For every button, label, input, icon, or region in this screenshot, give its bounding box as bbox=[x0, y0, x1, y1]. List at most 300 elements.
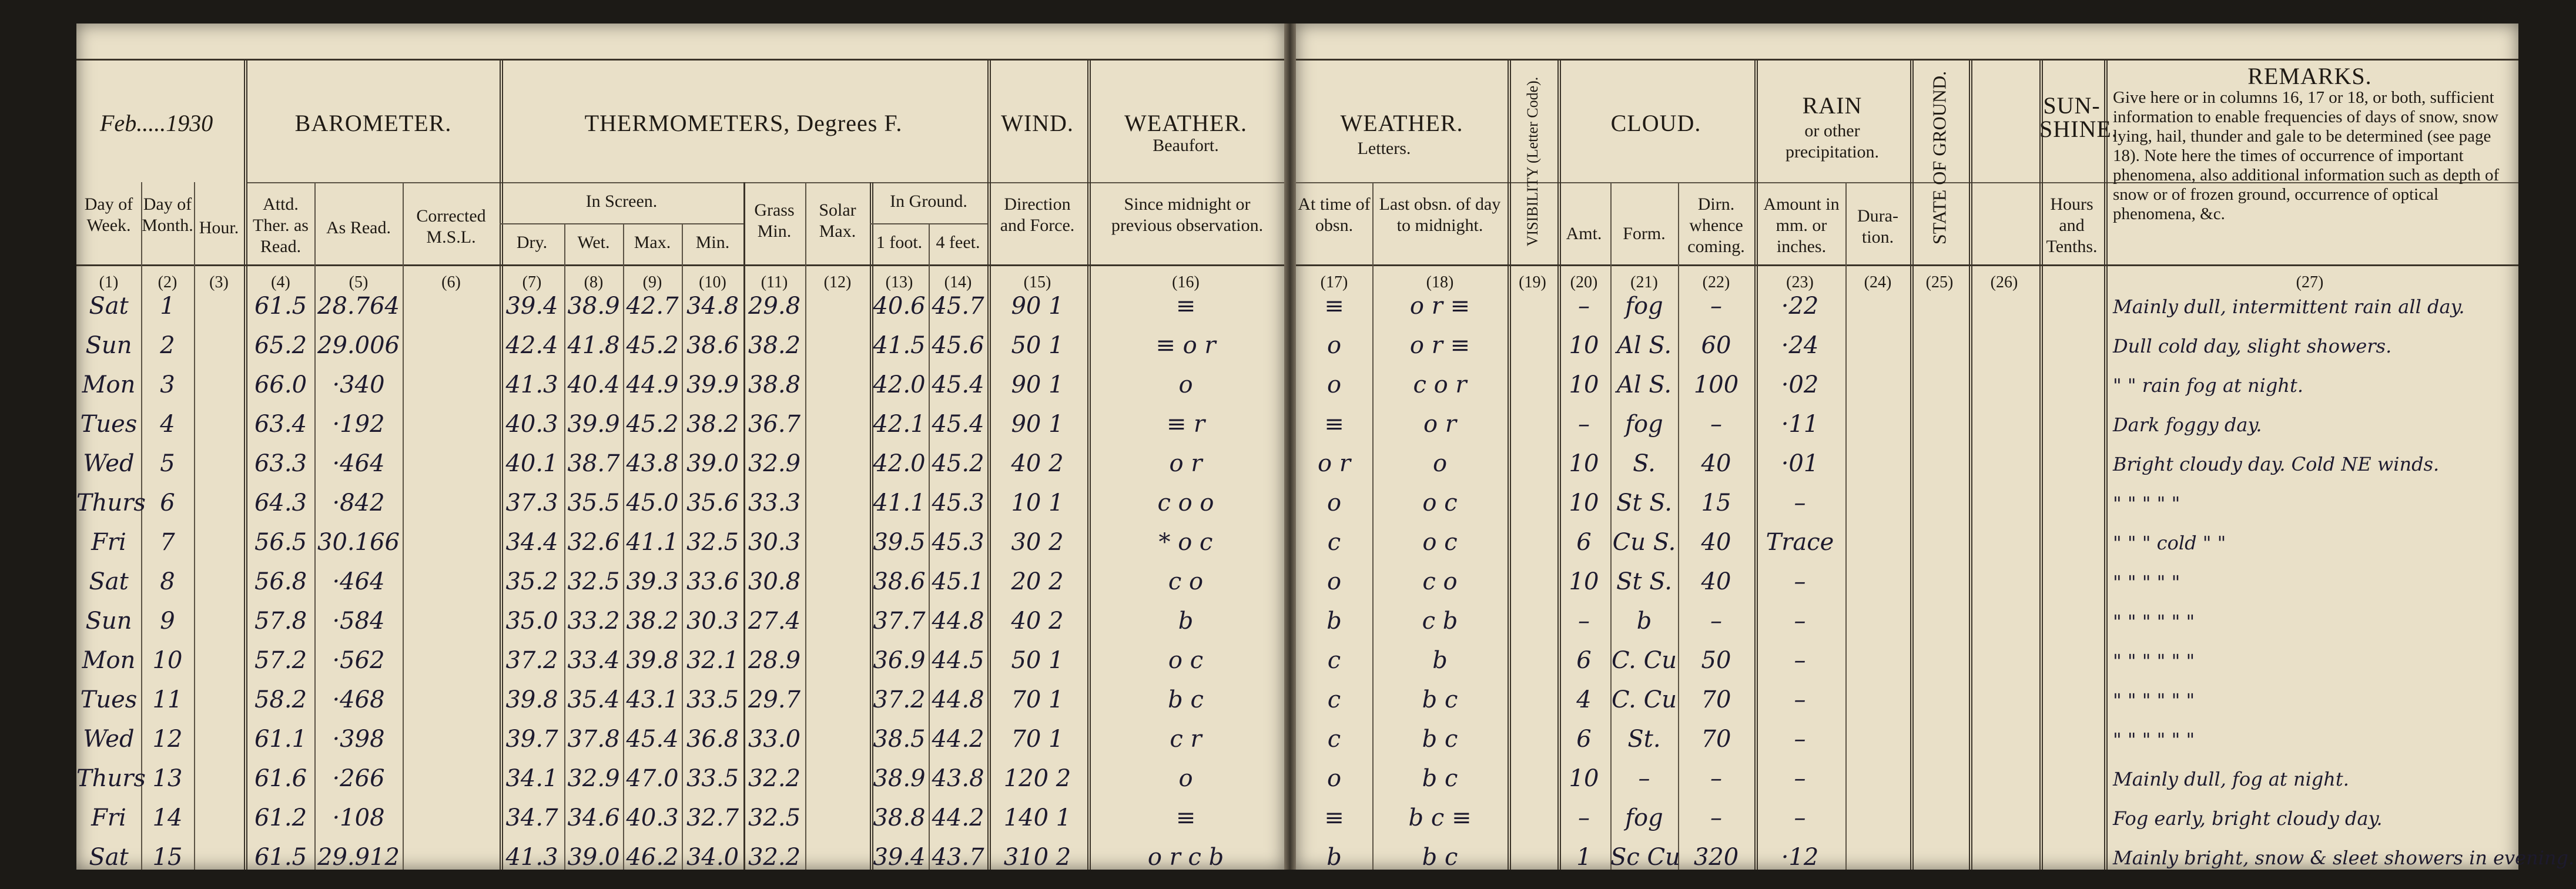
cell-attd: 61.5 bbox=[254, 844, 307, 871]
cell-at: ≡ bbox=[1324, 804, 1344, 831]
cell-rain: ·11 bbox=[1781, 411, 1819, 438]
cell-form: – bbox=[1638, 765, 1650, 792]
cell-last: b c bbox=[1422, 686, 1458, 713]
cell-wx: c o bbox=[1168, 568, 1204, 595]
remark-text: Mainly dull, fog at night. bbox=[2113, 768, 2349, 790]
cell-max: 38.2 bbox=[626, 608, 679, 635]
column-number: (16) bbox=[1172, 273, 1200, 291]
cell-attd: 61.5 bbox=[254, 293, 307, 320]
cell-f4: 43.8 bbox=[932, 765, 984, 792]
remarks-header: REMARKS. bbox=[2247, 63, 2372, 89]
cell-wind: 10 1 bbox=[1011, 489, 1064, 516]
cell-grass: 32.5 bbox=[748, 804, 801, 831]
cell-f1: 37.7 bbox=[873, 608, 926, 635]
cell-attd: 66.0 bbox=[254, 371, 307, 398]
year-label: 1930 bbox=[166, 110, 213, 136]
thermometers-header: THERMOMETERS, Degrees F. bbox=[584, 110, 903, 136]
cell-min: 38.2 bbox=[686, 411, 739, 438]
cell-dom: 12 bbox=[152, 726, 183, 753]
cell-wind: 40 2 bbox=[1011, 608, 1064, 635]
cell-wet: 32.5 bbox=[567, 568, 620, 595]
table-row bbox=[76, 842, 1284, 889]
cell-f1: 38.6 bbox=[873, 568, 926, 595]
cell-dry: 40.1 bbox=[505, 450, 558, 477]
cell-wx: ≡ r bbox=[1166, 411, 1205, 438]
cell-min: 36.8 bbox=[686, 726, 739, 753]
cell-at: c bbox=[1327, 686, 1341, 713]
cell-wx: o bbox=[1178, 371, 1193, 398]
column-number: (6) bbox=[441, 273, 461, 291]
cell-form: fog bbox=[1625, 293, 1663, 320]
cell-max: 41.1 bbox=[626, 529, 679, 556]
cell-max: 39.3 bbox=[626, 568, 679, 595]
cell-wet: 38.9 bbox=[567, 293, 620, 320]
cell-form: fog bbox=[1625, 804, 1663, 831]
cell-dirn: 100 bbox=[1693, 371, 1739, 398]
column-number: (8) bbox=[584, 273, 604, 291]
cell-rain: – bbox=[1794, 647, 1806, 674]
column-number: (20) bbox=[1570, 273, 1598, 291]
cell-last: o r bbox=[1423, 411, 1456, 438]
cell-amt: 10 bbox=[1569, 568, 1599, 595]
cell-amt: 10 bbox=[1569, 765, 1599, 792]
remark-text: Dull cold day, slight showers. bbox=[2113, 335, 2392, 357]
duration-header: Dura- tion. bbox=[1857, 206, 1898, 247]
attd-header: Attd. Ther. as Read. bbox=[253, 194, 309, 256]
column-number: (13) bbox=[885, 273, 913, 291]
cell-read: ·340 bbox=[332, 371, 385, 398]
beaufort-header: Beaufort. bbox=[1153, 136, 1219, 155]
cell-wet: 33.2 bbox=[567, 608, 620, 635]
cell-f1: 36.9 bbox=[873, 647, 926, 674]
cloud-header: CLOUD. bbox=[1610, 110, 1701, 136]
cell-read: 29.912 bbox=[317, 844, 400, 871]
cell-form: C. Cu bbox=[1612, 686, 1677, 713]
cell-rain: ·12 bbox=[1781, 844, 1819, 871]
cell-wet: 40.4 bbox=[567, 371, 620, 398]
cell-wet: 32.9 bbox=[567, 765, 620, 792]
book-spine bbox=[1284, 24, 1296, 870]
grass-min-header: Grass Min. bbox=[754, 200, 795, 241]
cell-at: o r bbox=[1318, 450, 1351, 477]
cell-wx: ≡ o r bbox=[1155, 332, 1216, 359]
cell-attd: 56.8 bbox=[254, 568, 307, 595]
cell-wet: 39.0 bbox=[567, 844, 620, 871]
cell-wind: 20 2 bbox=[1011, 568, 1064, 595]
cell-dom: 11 bbox=[152, 686, 183, 713]
cell-rain: ·24 bbox=[1781, 332, 1819, 359]
column-number: (14) bbox=[944, 273, 972, 291]
cell-wx: c o o bbox=[1157, 489, 1214, 516]
cell-rain: – bbox=[1794, 765, 1806, 792]
cell-dry: 39.8 bbox=[505, 686, 558, 713]
cell-grass: 28.9 bbox=[748, 647, 801, 674]
cell-f4: 45.4 bbox=[932, 371, 984, 398]
cell-wx: o c bbox=[1168, 647, 1204, 674]
cell-last: c b bbox=[1422, 608, 1458, 635]
remark-text: " " " cold " " bbox=[2113, 532, 2226, 554]
weather-header: WEATHER. bbox=[1124, 110, 1248, 136]
cell-dirn: 70 bbox=[1701, 726, 1731, 753]
remarks-instructions: Give here or in columns 16, 17 or 18, or both, sufficient information to enable frequencies of days of snow, snow lying, hail, thunder and gale to be determined (see page 18). Note here the times of occurrence of important phenomena, also additional information such as depth of snow or of frozen ground, occurrence of optical phenomena, &c. bbox=[2113, 88, 2500, 223]
cell-dom: 4 bbox=[160, 411, 175, 438]
column-number: (26) bbox=[1990, 273, 2018, 291]
column-number: (21) bbox=[1630, 273, 1658, 291]
cell-dom: 2 bbox=[160, 332, 175, 359]
cell-min: 32.7 bbox=[686, 804, 739, 831]
column-number: (22) bbox=[1702, 273, 1730, 291]
remark-text: " " " " " " bbox=[2113, 610, 2195, 633]
cell-dom: 13 bbox=[152, 765, 183, 792]
cell-dry: 34.1 bbox=[505, 765, 558, 792]
cell-f1: 41.5 bbox=[873, 332, 926, 359]
cell-attd: 61.2 bbox=[254, 804, 307, 831]
cell-f1: 39.5 bbox=[873, 529, 926, 556]
column-number: (10) bbox=[699, 273, 726, 291]
cell-attd: 63.3 bbox=[254, 450, 307, 477]
cell-at: b bbox=[1326, 608, 1342, 635]
cell-form: fog bbox=[1625, 411, 1663, 438]
cell-amt: 10 bbox=[1569, 332, 1599, 359]
dry-header: Dry. bbox=[516, 233, 548, 252]
cell-wet: 35.5 bbox=[567, 489, 620, 516]
remark-text: " " " " " " bbox=[2113, 729, 2195, 751]
cell-rain: – bbox=[1794, 804, 1806, 831]
cell-grass: 33.3 bbox=[748, 489, 801, 516]
cell-wet: 32.6 bbox=[567, 529, 620, 556]
cell-at: c bbox=[1327, 529, 1341, 556]
cell-at: o bbox=[1326, 765, 1342, 792]
column-number: (12) bbox=[823, 273, 852, 291]
cell-dirn: 60 bbox=[1701, 332, 1731, 359]
cell-read: ·398 bbox=[332, 726, 385, 753]
cell-amt: 6 bbox=[1576, 726, 1592, 753]
cell-f1: 39.4 bbox=[873, 844, 926, 871]
cell-max: 45.2 bbox=[626, 332, 679, 359]
cell-dry: 37.2 bbox=[505, 647, 558, 674]
cell-dry: 41.3 bbox=[505, 844, 558, 871]
cell-form: Al S. bbox=[1616, 332, 1672, 359]
cell-wind: 90 1 bbox=[1011, 371, 1064, 398]
cell-grass: 29.8 bbox=[748, 293, 801, 320]
cell-f4: 44.8 bbox=[932, 608, 984, 635]
cell-wind: 140 1 bbox=[1003, 804, 1071, 831]
cell-amt: – bbox=[1578, 804, 1590, 831]
column-number: (18) bbox=[1426, 273, 1454, 291]
visibility-header: VISIBILITY (Letter Code). bbox=[1524, 76, 1541, 247]
cell-wx: c r bbox=[1170, 726, 1202, 753]
column-number: (9) bbox=[642, 273, 662, 291]
cell-dirn: 40 bbox=[1701, 568, 1731, 595]
cell-wx: o r bbox=[1169, 450, 1202, 477]
cell-attd: 65.2 bbox=[254, 332, 307, 359]
cell-min: 38.6 bbox=[686, 332, 739, 359]
cell-f4: 44.2 bbox=[932, 726, 984, 753]
cell-read: 29.006 bbox=[317, 332, 400, 359]
column-number: (11) bbox=[761, 273, 788, 291]
cell-f1: 41.1 bbox=[873, 489, 926, 516]
column-number: (2) bbox=[158, 273, 177, 291]
cell-dom: 7 bbox=[160, 529, 175, 556]
direction-header: Direction and Force. bbox=[1000, 194, 1075, 235]
since-midnight-header: Since midnight or previous observation. bbox=[1111, 194, 1264, 235]
cell-wind: 40 2 bbox=[1011, 450, 1064, 477]
column-number: (1) bbox=[99, 273, 119, 291]
cell-min: 33.5 bbox=[686, 765, 739, 792]
cell-amt: 6 bbox=[1576, 529, 1592, 556]
day-of-week-header: Day of Week. bbox=[84, 194, 133, 235]
cell-form: S. bbox=[1633, 450, 1656, 477]
column-number: (24) bbox=[1864, 273, 1892, 291]
cell-amt: 10 bbox=[1569, 489, 1599, 516]
cell-dom: 3 bbox=[160, 371, 175, 398]
cell-wx: b c bbox=[1168, 686, 1204, 713]
cell-rain: Trace bbox=[1766, 529, 1834, 556]
cell-amt: – bbox=[1578, 608, 1590, 635]
cell-attd: 61.1 bbox=[254, 726, 307, 753]
amount-header: Amount in mm. or inches. bbox=[1763, 194, 1840, 256]
cell-dow: Sun bbox=[85, 332, 132, 359]
cell-max: 43.1 bbox=[626, 686, 679, 713]
four-feet-header: 4 feet. bbox=[936, 233, 980, 252]
cell-wet: 34.6 bbox=[567, 804, 620, 831]
cell-last: o r ≡ bbox=[1409, 293, 1470, 320]
cell-dow: Sat bbox=[89, 293, 129, 320]
cell-wx: * o c bbox=[1158, 529, 1213, 556]
cell-f4: 45.3 bbox=[932, 489, 984, 516]
dirn-header: Dirn. whence coming. bbox=[1687, 194, 1745, 256]
hours-header: Hours and Tenths. bbox=[2046, 194, 2098, 256]
cell-wind: 50 1 bbox=[1011, 332, 1064, 359]
cell-grass: 32.2 bbox=[748, 765, 801, 792]
month-label: Feb bbox=[100, 110, 137, 136]
cell-dom: 5 bbox=[160, 450, 175, 477]
cell-dry: 41.3 bbox=[505, 371, 558, 398]
column-number: (27) bbox=[2296, 273, 2324, 291]
cell-at: ≡ bbox=[1324, 293, 1344, 320]
remark-text: " " " " " " bbox=[2113, 650, 2195, 672]
cell-dow: Sat bbox=[89, 844, 129, 871]
cell-max: 45.0 bbox=[626, 489, 679, 516]
cell-wind: 310 2 bbox=[1003, 844, 1071, 871]
cell-form: Sc Cu bbox=[1610, 844, 1680, 871]
cell-read: 28.764 bbox=[317, 293, 400, 320]
sunshine-header: SUN- SHINE. bbox=[2039, 92, 2118, 142]
wind-header: WIND. bbox=[1001, 110, 1074, 136]
cell-dirn: – bbox=[1710, 608, 1722, 635]
cell-dry: 34.4 bbox=[505, 529, 558, 556]
cell-amt: 10 bbox=[1569, 371, 1599, 398]
cell-f1: 37.2 bbox=[873, 686, 926, 713]
cell-at: ≡ bbox=[1324, 411, 1344, 438]
cell-min: 39.0 bbox=[686, 450, 739, 477]
cell-rain: ·02 bbox=[1781, 371, 1819, 398]
cell-max: 45.2 bbox=[626, 411, 679, 438]
cell-dry: 39.7 bbox=[505, 726, 558, 753]
column-number: (17) bbox=[1320, 273, 1348, 291]
at-time-header: At time of obsn. bbox=[1298, 194, 1371, 235]
column-number: (4) bbox=[271, 273, 290, 291]
remark-text: " " rain fog at night. bbox=[2113, 374, 2304, 397]
left-page: Feb.....1930 BAROMETER. THERMOMETERS, Degrees F. WIND. WEATHER. Beaufort. In Screen. In Ground. Day of Week. Day of Month. Hour. Attd. Ther. as Read. As Read. Corrected M.S.L. Dry. Wet. Max. Min. Grass Min. Solar Max. 1 foot. 4 feet. Direction and Force. Since midnight or previous observation. (1) (2) (3) (4) (5) (6) (7) (8) (9) (10) (11) (12) (13) (14) (15) (16) Sat 1 61.5 28.764 39.4 38.9 42.7 34.8 29.8 40.6 45.7 90 1 ≡ Sun 2 65.2 29.006 42.4 41.8 45.2 38.6 38.2 41.5 45.6 50 1 ≡ o r Mon 3 66.0 ·340 41.3 40.4 44.9 39.9 38.8 42.0 45.4 90 1 o Tues 4 63.4 ·192 40.3 39.9 45.2 38.2 36.7 42.1 45.4 90 1 ≡ r Wed 5 63.3 ·464 40.1 38.7 43.8 39.0 32.9 42.0 45.2 40 2 o r Thurs 6 64.3 ·842 37.3 35.5 45.0 35.6 33.3 41.1 45.3 10 1 c o o Fri 7 56.5 30.166 34.4 32.6 41.1 32.5 30.3 39.5 45.3 30 2 * o c Sat 8 56.8 ·464 35.2 32.5 39.3 33.6 30.8 38.6 45.1 20 2 c o Sun 9 57.8 ·584 35.0 33.2 38.2 30.3 27.4 37.7 44.8 40 2 b Mon 10 57.2 ·562 37.2 33.4 39.8 32.1 28.9 36.9 44.5 50 1 o c Tues 11 58.2 ·468 39.8 35.4 43.1 33.5 29.7 37.2 44.8 70 1 b c Wed 12 61.1 ·398 39.7 37.8 45.4 36.8 33.0 38.5 44.2 70 1 c r Thurs 13 61.6 ·266 34.1 32.9 47.0 33.5 32.2 38.9 43.8 120 2 o Fri 14 61.2 ·108 34.7 34.6 40.3 32.7 32.5 38.8 44.2 140 1 ≡ Sat 15 61.5 29.912 41.3 39.0 46.2 34.0 32.2 39.4 43.7 310 2 o r c b bbox=[76, 24, 1284, 870]
remark-text: " " " " " bbox=[2113, 571, 2180, 593]
cell-form: Al S. bbox=[1616, 371, 1672, 398]
cell-dow: Thurs bbox=[76, 489, 146, 516]
cell-min: 30.3 bbox=[686, 608, 739, 635]
cell-f4: 45.7 bbox=[932, 293, 984, 320]
cell-dow: Mon bbox=[82, 371, 136, 398]
in-ground-header: In Ground. bbox=[890, 192, 967, 211]
cell-dry: 42.4 bbox=[505, 332, 558, 359]
table-row bbox=[1296, 842, 2575, 889]
cell-dow: Fri bbox=[91, 804, 126, 831]
cell-dirn: 320 bbox=[1693, 844, 1739, 871]
cell-f1: 40.6 bbox=[873, 293, 926, 320]
cell-f1: 38.8 bbox=[873, 804, 926, 831]
cell-min: 35.6 bbox=[686, 489, 739, 516]
cell-max: 46.2 bbox=[626, 844, 679, 871]
wet-header: Wet. bbox=[577, 233, 610, 252]
cell-wx: o bbox=[1178, 765, 1193, 792]
cell-last: o c bbox=[1422, 489, 1458, 516]
cell-dry: 34.7 bbox=[505, 804, 558, 831]
cell-amt: 4 bbox=[1576, 686, 1592, 713]
cell-dom: 10 bbox=[152, 647, 183, 674]
cell-last: c o r bbox=[1413, 371, 1467, 398]
remark-text: Fog early, bright cloudy day. bbox=[2113, 807, 2383, 830]
cell-wind: 30 2 bbox=[1011, 529, 1064, 556]
column-number: (5) bbox=[349, 273, 369, 291]
cell-read: ·584 bbox=[332, 608, 385, 635]
cell-dow: Wed bbox=[83, 450, 135, 477]
cell-dirn: – bbox=[1710, 411, 1722, 438]
cell-wet: 37.8 bbox=[567, 726, 620, 753]
cell-dry: 35.0 bbox=[505, 608, 558, 635]
cell-last: o bbox=[1432, 450, 1448, 477]
cell-amt: 1 bbox=[1576, 844, 1592, 871]
cell-read: ·266 bbox=[332, 765, 385, 792]
cell-dom: 15 bbox=[152, 844, 183, 871]
cell-max: 43.8 bbox=[626, 450, 679, 477]
cell-rain: ·22 bbox=[1781, 293, 1819, 320]
cell-dirn: 70 bbox=[1701, 686, 1731, 713]
cell-last: b bbox=[1432, 647, 1448, 674]
cell-at: o bbox=[1326, 371, 1342, 398]
cell-wind: 90 1 bbox=[1011, 411, 1064, 438]
cell-rain: – bbox=[1794, 726, 1806, 753]
cell-dry: 35.2 bbox=[505, 568, 558, 595]
cell-dow: Sun bbox=[85, 608, 132, 635]
remark-text: " " " " " bbox=[2113, 492, 2180, 515]
cell-dirn: 15 bbox=[1701, 489, 1731, 516]
cell-read: ·464 bbox=[332, 450, 385, 477]
cell-min: 32.5 bbox=[686, 529, 739, 556]
cell-dirn: 50 bbox=[1701, 647, 1731, 674]
cell-min: 39.9 bbox=[686, 371, 739, 398]
cell-grass: 38.2 bbox=[748, 332, 801, 359]
cell-dow: Tues bbox=[80, 411, 138, 438]
cell-max: 45.4 bbox=[626, 726, 679, 753]
cell-f4: 45.2 bbox=[932, 450, 984, 477]
cell-read: ·562 bbox=[332, 647, 385, 674]
cell-amt: 10 bbox=[1569, 450, 1599, 477]
cell-last: o r ≡ bbox=[1409, 332, 1470, 359]
cell-rain: – bbox=[1794, 568, 1806, 595]
cell-max: 39.8 bbox=[626, 647, 679, 674]
remark-text: Bright cloudy day. Cold NE winds. bbox=[2113, 453, 2440, 475]
weather-letters-header: WEATHER. bbox=[1340, 110, 1463, 136]
cell-at: c bbox=[1327, 726, 1341, 753]
cell-read: ·192 bbox=[332, 411, 385, 438]
cell-read: ·108 bbox=[332, 804, 385, 831]
cell-wet: 33.4 bbox=[567, 647, 620, 674]
cell-f1: 42.1 bbox=[873, 411, 926, 438]
in-screen-header: In Screen. bbox=[585, 192, 658, 211]
cell-at: b bbox=[1326, 844, 1342, 871]
rain-sub-header: or other precipitation. bbox=[1785, 121, 1880, 162]
cell-dom: 6 bbox=[160, 489, 175, 516]
max-header: Max. bbox=[634, 233, 671, 252]
cell-f4: 44.5 bbox=[932, 647, 984, 674]
cell-dow: Mon bbox=[82, 647, 136, 674]
cell-f1: 38.5 bbox=[873, 726, 926, 753]
cell-form: St S. bbox=[1616, 489, 1672, 516]
cell-grass: 33.0 bbox=[748, 726, 801, 753]
cell-dom: 8 bbox=[160, 568, 175, 595]
hour-header: Hour. bbox=[199, 218, 239, 237]
cell-wind: 70 1 bbox=[1011, 686, 1064, 713]
cell-attd: 58.2 bbox=[254, 686, 307, 713]
cell-f4: 45.4 bbox=[932, 411, 984, 438]
cell-wet: 38.7 bbox=[567, 450, 620, 477]
cell-max: 44.9 bbox=[626, 371, 679, 398]
corrected-header: Corrected M.S.L. bbox=[416, 206, 486, 247]
barometer-header: BAROMETER. bbox=[294, 110, 452, 136]
cell-min: 34.0 bbox=[686, 844, 739, 871]
remark-text: Mainly bright, snow & sleet showers in evening. bbox=[2113, 847, 2575, 869]
cell-dry: 39.4 bbox=[505, 293, 558, 320]
cell-f4: 43.7 bbox=[932, 844, 984, 871]
cell-last: b c ≡ bbox=[1408, 804, 1472, 831]
amt-header: Amt. bbox=[1566, 224, 1602, 243]
cell-max: 42.7 bbox=[626, 293, 679, 320]
cell-amt: 6 bbox=[1576, 647, 1592, 674]
letters-header: Letters. bbox=[1357, 139, 1411, 158]
cell-dirn: – bbox=[1710, 804, 1722, 831]
remark-text: Dark foggy day. bbox=[2113, 414, 2262, 436]
cell-last: b c bbox=[1422, 726, 1458, 753]
column-number: (25) bbox=[1925, 273, 1954, 291]
cell-dirn: 40 bbox=[1701, 529, 1731, 556]
cell-wx: o r c b bbox=[1147, 844, 1224, 871]
day-of-month-header: Day of Month. bbox=[142, 194, 193, 235]
cell-wind: 90 1 bbox=[1011, 293, 1064, 320]
cell-attd: 64.3 bbox=[254, 489, 307, 516]
cell-wind: 120 2 bbox=[1003, 765, 1071, 792]
cell-rain: – bbox=[1794, 686, 1806, 713]
cell-f1: 38.9 bbox=[873, 765, 926, 792]
cell-grass: 27.4 bbox=[748, 608, 801, 635]
cell-f4: 44.2 bbox=[932, 804, 984, 831]
cell-f4: 45.1 bbox=[932, 568, 984, 595]
cell-grass: 32.9 bbox=[748, 450, 801, 477]
cell-wet: 35.4 bbox=[567, 686, 620, 713]
cell-f1: 42.0 bbox=[873, 371, 926, 398]
cell-form: St S. bbox=[1616, 568, 1672, 595]
cell-dom: 9 bbox=[160, 608, 175, 635]
cell-attd: 57.2 bbox=[254, 647, 307, 674]
cell-dow: Tues bbox=[80, 686, 138, 713]
